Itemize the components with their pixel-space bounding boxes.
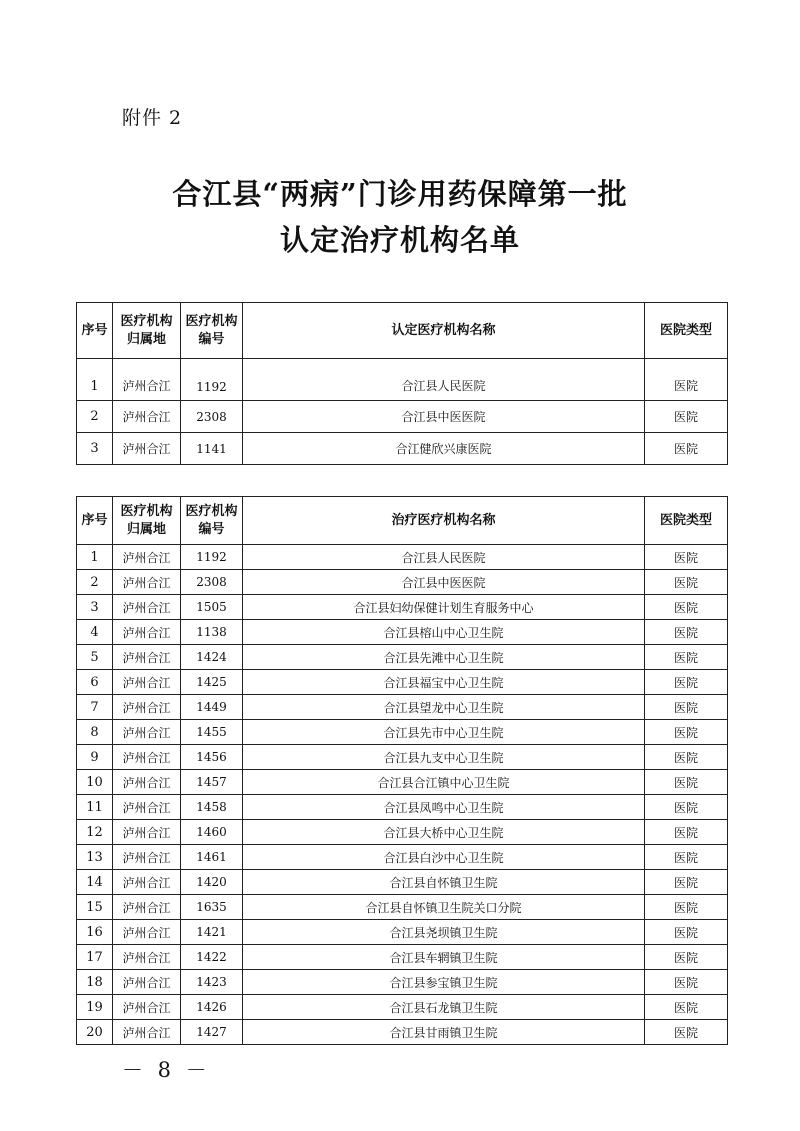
- header-hospital-type: 医院类型: [645, 497, 728, 545]
- serial-number-cell: 19: [77, 995, 113, 1020]
- code-cell: 1461: [181, 845, 243, 870]
- institution-name-cell: 合江县合江镇中心卫生院: [243, 770, 645, 795]
- hospital-type-cell: 医院: [645, 870, 728, 895]
- header-code: 医疗机构 编号: [181, 303, 243, 359]
- document-title-line-2: 认定治疗机构名单: [279, 223, 520, 257]
- institution-name-cell: 合江县参宝镇卫生院: [243, 970, 645, 995]
- table-row: [77, 845, 728, 870]
- institution-name-cell: 合江县望龙中心卫生院: [243, 695, 645, 720]
- serial-number-cell: 5: [77, 645, 113, 670]
- hospital-type-cell: 医院: [645, 433, 728, 465]
- code-cell: 1456: [181, 745, 243, 770]
- region-cell: 泸州合江: [113, 695, 181, 720]
- treatment-institutions-table: [76, 496, 728, 1045]
- table-row: [77, 670, 728, 695]
- serial-number-cell: 4: [77, 620, 113, 645]
- institution-name-cell: 合江县妇幼保健计划生育服务中心: [243, 595, 645, 620]
- table-row: [77, 645, 728, 670]
- table-row: [77, 920, 728, 945]
- table-row: [77, 795, 728, 820]
- serial-number-cell: 3: [77, 433, 113, 465]
- region-cell: 泸州合江: [113, 845, 181, 870]
- serial-number-cell: 6: [77, 670, 113, 695]
- region-cell: 泸州合江: [113, 359, 181, 401]
- table-row: [77, 820, 728, 845]
- serial-number-cell: 15: [77, 895, 113, 920]
- serial-number-cell: 10: [77, 770, 113, 795]
- hospital-type-cell: 医院: [645, 695, 728, 720]
- code-cell: 2308: [181, 401, 243, 433]
- code-cell: 1192: [181, 545, 243, 570]
- table-row: [77, 770, 728, 795]
- code-cell: 1192: [181, 359, 243, 401]
- code-cell: 1455: [181, 720, 243, 745]
- table-row: [77, 595, 728, 620]
- table-row: [77, 945, 728, 970]
- serial-number-cell: 1: [77, 359, 113, 401]
- region-cell: 泸州合江: [113, 595, 181, 620]
- hospital-type-cell: 医院: [645, 595, 728, 620]
- hospital-type-cell: 医院: [645, 401, 728, 433]
- code-cell: 1505: [181, 595, 243, 620]
- institution-name-cell: 合江县先滩中心卫生院: [243, 645, 645, 670]
- hospital-type-cell: 医院: [645, 645, 728, 670]
- region-cell: 泸州合江: [113, 1020, 181, 1045]
- hospital-type-cell: 医院: [645, 795, 728, 820]
- table-header-row: [77, 303, 728, 359]
- code-cell: 1635: [181, 895, 243, 920]
- institution-name-cell: 合江县凤鸣中心卫生院: [243, 795, 645, 820]
- region-cell: 泸州合江: [113, 770, 181, 795]
- header-institution-name: 认定医疗机构名称: [243, 303, 645, 359]
- region-cell: 泸州合江: [113, 645, 181, 670]
- region-cell: 泸州合江: [113, 920, 181, 945]
- table-row: [77, 570, 728, 595]
- table-row: [77, 870, 728, 895]
- serial-number-cell: 2: [77, 570, 113, 595]
- serial-number-cell: 14: [77, 870, 113, 895]
- code-cell: 1424: [181, 645, 243, 670]
- code-cell: 2308: [181, 570, 243, 595]
- institution-name-cell: 合江县尧坝镇卫生院: [243, 920, 645, 945]
- code-cell: 1141: [181, 433, 243, 465]
- hospital-type-cell: 医院: [645, 720, 728, 745]
- serial-number-cell: 17: [77, 945, 113, 970]
- code-cell: 1458: [181, 795, 243, 820]
- institution-name-cell: 合江县石龙镇卫生院: [243, 995, 645, 1020]
- region-cell: 泸州合江: [113, 945, 181, 970]
- header-institution-name: 治疗医疗机构名称: [243, 497, 645, 545]
- region-cell: 泸州合江: [113, 545, 181, 570]
- code-cell: 1421: [181, 920, 243, 945]
- region-cell: 泸州合江: [113, 720, 181, 745]
- header-hospital-type: 医院类型: [645, 303, 728, 359]
- serial-number-cell: 3: [77, 595, 113, 620]
- region-cell: 泸州合江: [113, 401, 181, 433]
- table-row: [77, 970, 728, 995]
- region-cell: 泸州合江: [113, 970, 181, 995]
- hospital-type-cell: 医院: [645, 570, 728, 595]
- institution-name-cell: 合江县中医医院: [243, 570, 645, 595]
- hospital-type-cell: 医院: [645, 970, 728, 995]
- table-row: [77, 1020, 728, 1045]
- code-cell: 1460: [181, 820, 243, 845]
- header-code: 医疗机构 编号: [181, 497, 243, 545]
- institution-name-cell: 合江县大桥中心卫生院: [243, 820, 645, 845]
- region-cell: 泸州合江: [113, 745, 181, 770]
- serial-number-cell: 11: [77, 795, 113, 820]
- table-row: [77, 545, 728, 570]
- hospital-type-cell: 医院: [645, 995, 728, 1020]
- code-cell: 1457: [181, 770, 243, 795]
- table-row: [77, 620, 728, 645]
- hospital-type-cell: 医院: [645, 545, 728, 570]
- code-cell: 1427: [181, 1020, 243, 1045]
- code-cell: 1449: [181, 695, 243, 720]
- institution-name-cell: 合江县榕山中心卫生院: [243, 620, 645, 645]
- hospital-type-cell: 医院: [645, 845, 728, 870]
- institution-name-cell: 合江县人民医院: [243, 359, 645, 401]
- table-row: [77, 745, 728, 770]
- region-cell: 泸州合江: [113, 870, 181, 895]
- table-row: [77, 359, 728, 401]
- region-cell: 泸州合江: [113, 570, 181, 595]
- institution-name-cell: 合江县自怀镇卫生院: [243, 870, 645, 895]
- serial-number-cell: 7: [77, 695, 113, 720]
- region-cell: 泸州合江: [113, 895, 181, 920]
- recognized-institutions-table: [76, 302, 728, 465]
- region-cell: 泸州合江: [113, 433, 181, 465]
- serial-number-cell: 1: [77, 545, 113, 570]
- hospital-type-cell: 医院: [645, 745, 728, 770]
- institution-name-cell: 合江县甘雨镇卫生院: [243, 1020, 645, 1045]
- hospital-type-cell: 医院: [645, 945, 728, 970]
- serial-number-cell: 12: [77, 820, 113, 845]
- institution-name-cell: 合江县九支中心卫生院: [243, 745, 645, 770]
- table-header-row: [77, 497, 728, 545]
- hospital-type-cell: 医院: [645, 820, 728, 845]
- institution-name-cell: 合江县白沙中心卫生院: [243, 845, 645, 870]
- serial-number-cell: 13: [77, 845, 113, 870]
- region-cell: 泸州合江: [113, 995, 181, 1020]
- code-cell: 1420: [181, 870, 243, 895]
- code-cell: 1425: [181, 670, 243, 695]
- institution-name-cell: 合江县自怀镇卫生院关口分院: [243, 895, 645, 920]
- code-cell: 1423: [181, 970, 243, 995]
- code-cell: 1422: [181, 945, 243, 970]
- serial-number-cell: 9: [77, 745, 113, 770]
- serial-number-cell: 16: [77, 920, 113, 945]
- region-cell: 泸州合江: [113, 670, 181, 695]
- table-row: [77, 401, 728, 433]
- institution-name-cell: 合江县车辋镇卫生院: [243, 945, 645, 970]
- page-number: － 8 －: [122, 1058, 211, 1082]
- serial-number-cell: 18: [77, 970, 113, 995]
- region-cell: 泸州合江: [113, 820, 181, 845]
- serial-number-cell: 2: [77, 401, 113, 433]
- hospital-type-cell: 医院: [645, 359, 728, 401]
- code-cell: 1426: [181, 995, 243, 1020]
- serial-number-cell: 20: [77, 1020, 113, 1045]
- hospital-type-cell: 医院: [645, 670, 728, 695]
- header-region: 医疗机构 归属地: [113, 497, 181, 545]
- hospital-type-cell: 医院: [645, 1020, 728, 1045]
- hospital-type-cell: 医院: [645, 895, 728, 920]
- header-region: 医疗机构 归属地: [113, 303, 181, 359]
- institution-name-cell: 合江县中医医院: [243, 401, 645, 433]
- table-row: [77, 433, 728, 465]
- institution-name-cell: 合江县人民医院: [243, 545, 645, 570]
- hospital-type-cell: 医院: [645, 920, 728, 945]
- institution-name-cell: 合江县先市中心卫生院: [243, 720, 645, 745]
- table-row: [77, 895, 728, 920]
- region-cell: 泸州合江: [113, 795, 181, 820]
- institution-name-cell: 合江健欣兴康医院: [243, 433, 645, 465]
- serial-number-cell: 8: [77, 720, 113, 745]
- table-row: [77, 695, 728, 720]
- attachment-label: 附件 2: [122, 107, 183, 129]
- institution-name-cell: 合江县福宝中心卫生院: [243, 670, 645, 695]
- table-row: [77, 720, 728, 745]
- header-serial-number: 序号: [77, 303, 113, 359]
- code-cell: 1138: [181, 620, 243, 645]
- hospital-type-cell: 医院: [645, 620, 728, 645]
- header-serial-number: 序号: [77, 497, 113, 545]
- region-cell: 泸州合江: [113, 620, 181, 645]
- document-title-line-1: 合江县“两病”门诊用药保障第一批: [172, 177, 628, 211]
- table-row: [77, 995, 728, 1020]
- hospital-type-cell: 医院: [645, 770, 728, 795]
